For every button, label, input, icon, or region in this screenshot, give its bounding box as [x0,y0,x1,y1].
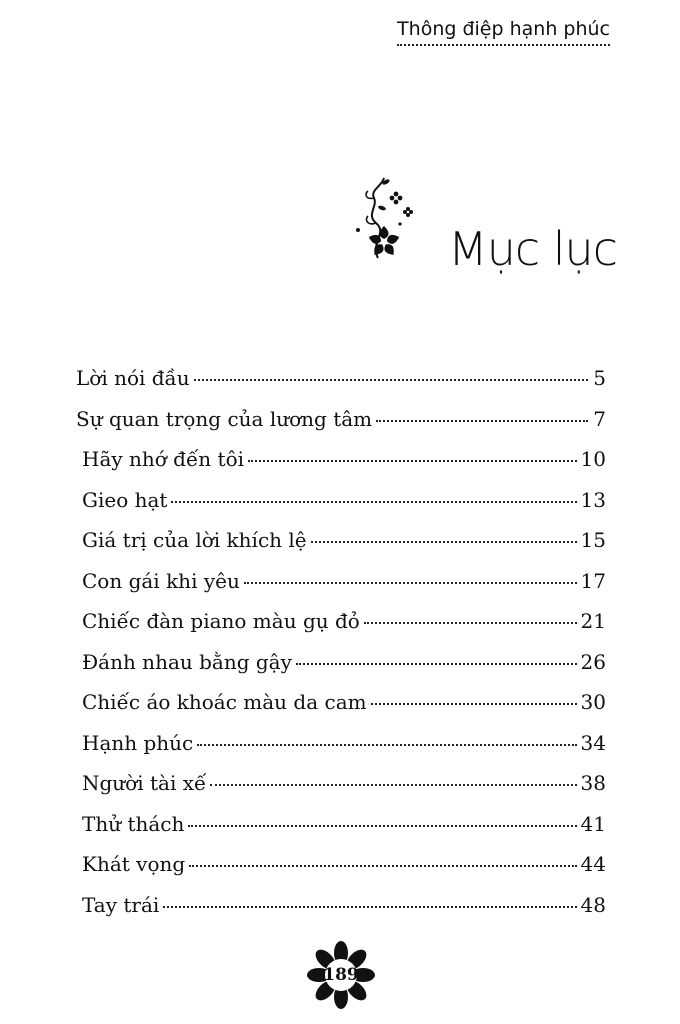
dot-leader [210,784,576,786]
toc-entry-title: Khát vọng [82,852,186,876]
toc-entry-page: 41 [580,811,606,836]
toc-entry-page: 17 [580,568,606,593]
toc-entry-page: 21 [580,609,606,633]
dot-leader [163,906,576,908]
toc-entry-page: 5 [593,366,606,390]
toc-entry-title: Lời nói đầu [76,366,190,390]
toc-entry [76,852,606,893]
dot-leader [244,582,577,584]
dot-leader [364,622,577,624]
dot-leader [248,460,577,462]
dot-leader [197,744,576,746]
toc-entry-page: 48 [580,892,606,917]
floral-vine-icon [348,168,420,268]
dot-leader [376,420,588,422]
toc-entry-title: Sự quan trọng của lương tâm [76,406,373,431]
toc-entry-title: Chiếc đàn piano màu gụ đỏ [82,609,360,633]
toc-entry-page: 13 [580,487,606,512]
toc-entry-page: 10 [580,447,606,471]
toc-entry [76,690,606,731]
toc-entry-title: Con gái khi yêu [82,568,240,593]
toc-entry-title: Người tài xế [82,771,207,795]
toc-entry [76,609,606,650]
dot-leader [311,541,577,543]
table-of-contents [76,366,606,933]
toc-entry [76,366,606,407]
toc-entry-page: 38 [580,771,606,795]
toc-entry-title: Gieo hạt [82,487,168,512]
toc-entry-title: Hãy nhớ đến tôi [82,447,245,471]
toc-entry [76,812,606,853]
toc-entry [76,447,606,488]
toc-entry-title: Thử thách [82,811,185,836]
toc-entry [76,488,606,529]
dot-leader [194,379,588,381]
toc-entry [76,771,606,812]
toc-entry [76,407,606,448]
toc-entry-page: 30 [580,690,606,714]
dot-leader [188,825,576,827]
page-number-badge [304,938,378,1012]
toc-entry-title: Đánh nhau bằng gậy [82,649,292,674]
toc-entry [76,731,606,772]
running-header: Thông điệp hạnh phúc [397,18,610,46]
dot-leader [296,663,577,665]
toc-entry-title: Tay trái [82,892,160,917]
toc-entry [76,569,606,610]
toc-entry-page: 26 [580,649,606,674]
page-title: Mục lục [448,222,617,276]
toc-entry-page: 44 [580,852,606,876]
toc-entry [76,528,606,569]
toc-entry-page: 7 [593,406,606,431]
page-number: 189 [323,965,359,985]
toc-entry [76,893,606,934]
toc-entry [76,650,606,691]
dot-leader [171,501,576,503]
toc-entry-page: 15 [580,528,606,552]
toc-entry-title: Chiếc áo khoác màu da cam [82,690,367,714]
toc-entry-page: 34 [580,730,606,755]
toc-entry-title: Hạnh phúc [82,730,194,755]
dot-leader [371,703,577,705]
dot-leader [189,865,576,867]
toc-entry-title: Giá trị của lời khích lệ [82,528,307,552]
